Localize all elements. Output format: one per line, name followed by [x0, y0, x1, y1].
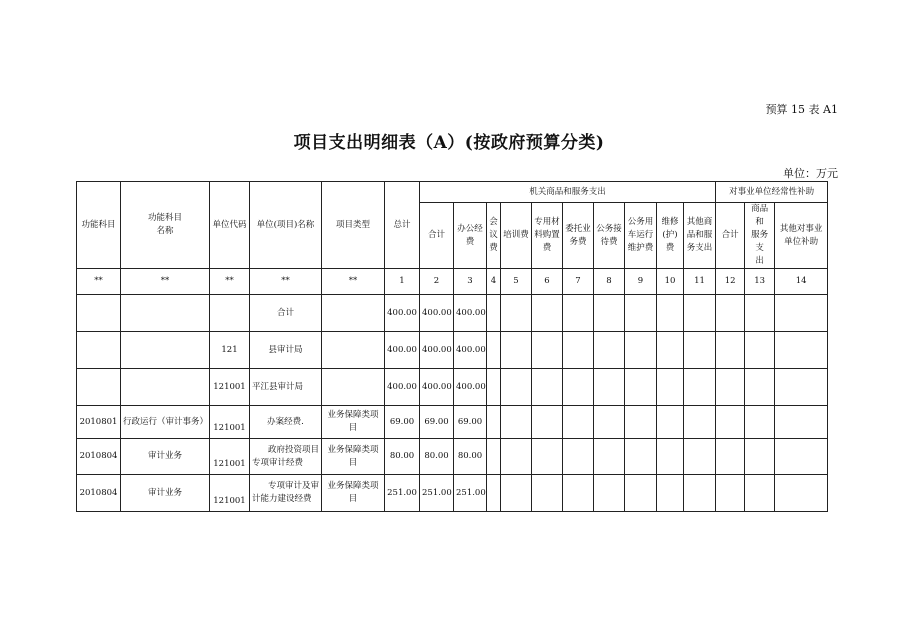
empty-cell [775, 295, 828, 332]
header-meeting-line3: 费 [489, 243, 498, 253]
header-material-line1: 专用材 [534, 217, 560, 227]
goods-total-cell: 80.00 [420, 439, 454, 475]
empty-cell [657, 406, 684, 439]
empty-cell [657, 475, 684, 512]
empty-cell [625, 369, 657, 406]
func-code-cell: 2010804 [77, 439, 121, 475]
empty-cell [657, 332, 684, 369]
index-cell: 8 [594, 269, 625, 295]
unit-name-cell: 办案经费. [250, 406, 322, 439]
goods-total-cell: 251.00 [420, 475, 454, 512]
empty-cell [594, 369, 625, 406]
func-name-cell: 审计业务 [121, 475, 210, 512]
func-code-cell [77, 369, 121, 406]
header-vehicle-line3: 维护费 [627, 243, 654, 253]
empty-cell [716, 475, 745, 512]
func-code-cell: 2010801 [77, 406, 121, 439]
empty-cell [501, 406, 532, 439]
total-cell: 69.00 [385, 406, 420, 439]
expenditure-table [76, 181, 828, 512]
unit-code-cell: 121001 [210, 439, 250, 475]
project-type-cell [322, 369, 385, 406]
empty-cell [563, 439, 594, 475]
unit-name-cell [250, 475, 322, 512]
empty-cell [625, 295, 657, 332]
empty-cell [684, 369, 716, 406]
index-cell: 5 [501, 269, 532, 295]
office-cell: 80.00 [454, 439, 487, 475]
header-training: 培训费 [501, 203, 532, 269]
empty-cell [501, 295, 532, 332]
header-office [454, 203, 487, 269]
empty-cell [657, 369, 684, 406]
header-office-line2: 费 [465, 236, 475, 247]
index-cell: 13 [745, 269, 775, 295]
index-row [77, 269, 828, 295]
empty-cell [532, 406, 563, 439]
index-cell: 6 [532, 269, 563, 295]
func-name-cell [121, 369, 210, 406]
empty-cell [501, 439, 532, 475]
empty-cell [487, 439, 501, 475]
index-cell: 10 [657, 269, 684, 295]
empty-cell [487, 332, 501, 369]
empty-cell [745, 295, 775, 332]
header-meeting-line1: 会 [489, 217, 498, 227]
index-cell: ** [121, 269, 210, 295]
index-cell: ** [210, 269, 250, 295]
header-unit-name: 单位(项目)名称 [250, 182, 322, 269]
empty-cell [594, 295, 625, 332]
index-cell: ** [322, 269, 385, 295]
empty-cell [563, 406, 594, 439]
empty-cell [716, 406, 745, 439]
header-subsidy-other-line1: 其他对事业 [779, 223, 823, 234]
unit-name-cell [250, 439, 322, 475]
empty-cell [594, 406, 625, 439]
index-cell: ** [250, 269, 322, 295]
empty-cell [487, 406, 501, 439]
empty-cell [487, 295, 501, 332]
header-entrust [563, 203, 594, 269]
empty-cell [716, 332, 745, 369]
header-subsidy-goods [745, 203, 775, 269]
total-cell: 400.00 [385, 369, 420, 406]
header-reception [594, 203, 625, 269]
empty-cell [563, 369, 594, 406]
table-row [77, 406, 828, 439]
project-type-cell: 业务保障类项目 [322, 406, 385, 439]
empty-cell [625, 439, 657, 475]
header-vehicle-line1: 公务用 [627, 217, 654, 227]
empty-cell [594, 475, 625, 512]
form-number: 预算 15 表 A1 [765, 103, 838, 116]
index-cell: 7 [563, 269, 594, 295]
header-entrust-line1: 委托业 [565, 223, 591, 234]
empty-cell [745, 332, 775, 369]
project-type-cell: 业务保障类项目 [322, 439, 385, 475]
empty-cell [745, 439, 775, 475]
total-cell: 400.00 [385, 332, 420, 369]
empty-cell [775, 475, 828, 512]
header-project-type: 项目类型 [322, 182, 385, 269]
index-cell: 3 [454, 269, 487, 295]
header-other-goods-line3: 务支出 [686, 243, 713, 253]
empty-cell [684, 295, 716, 332]
index-cell: 14 [775, 269, 828, 295]
goods-total-cell: 400.00 [420, 369, 454, 406]
header-unit-code: 单位代码 [210, 182, 250, 269]
empty-cell [745, 369, 775, 406]
header-subsidy-other [775, 203, 828, 269]
header-repair [657, 203, 684, 269]
empty-cell [501, 369, 532, 406]
header-meeting [487, 203, 501, 269]
empty-cell [745, 406, 775, 439]
func-name-cell [121, 295, 210, 332]
header-material-line3: 费 [542, 243, 552, 253]
empty-cell [657, 439, 684, 475]
table-row [77, 295, 828, 332]
header-vehicle-line2: 车运行 [627, 230, 654, 240]
func-code-cell [77, 332, 121, 369]
header-reception-line2: 待费 [600, 236, 618, 247]
header-total: 总计 [385, 182, 420, 269]
empty-cell [594, 439, 625, 475]
index-cell: 9 [625, 269, 657, 295]
empty-cell [532, 475, 563, 512]
index-cell: 12 [716, 269, 745, 295]
header-goods-total: 合计 [420, 203, 454, 269]
empty-cell [625, 475, 657, 512]
unit-code-cell: 121001 [210, 475, 250, 512]
header-other-goods [684, 203, 716, 269]
unit-name-cell: 平江县审计局 [250, 369, 322, 406]
unit-code-cell: 121001 [210, 406, 250, 439]
total-cell: 400.00 [385, 295, 420, 332]
empty-cell [487, 369, 501, 406]
empty-cell [775, 406, 828, 439]
empty-cell [563, 332, 594, 369]
header-meeting-line2: 议 [489, 230, 498, 240]
empty-cell [684, 406, 716, 439]
empty-cell [501, 332, 532, 369]
unit-name-cell: 县审计局 [250, 332, 322, 369]
header-group-subsidy: 对事业单位经常性补助 [716, 182, 828, 203]
empty-cell [532, 295, 563, 332]
empty-cell [775, 439, 828, 475]
goods-total-cell: 69.00 [420, 406, 454, 439]
header-group-goods: 机关商品和服务支出 [420, 182, 716, 203]
project-type-cell [322, 295, 385, 332]
empty-cell [716, 369, 745, 406]
empty-cell [716, 439, 745, 475]
header-repair-line2: (护)费 [662, 230, 678, 253]
unit-name-line1: 专项审计及审 [267, 481, 319, 491]
empty-cell [775, 332, 828, 369]
empty-cell [684, 475, 716, 512]
unit-name-line1: 政府投资项目 [267, 444, 319, 455]
unit-name-line2: 计能力建设经费 [252, 494, 312, 504]
func-name-cell: 行政运行（审计事务） [121, 406, 210, 439]
empty-cell [716, 295, 745, 332]
func-name-cell [121, 332, 210, 369]
empty-cell [532, 439, 563, 475]
header-other-goods-line1: 其他商 [686, 217, 713, 227]
office-cell: 69.00 [454, 406, 487, 439]
header-subsidy-goods-line2: 服务支 [751, 230, 769, 253]
header-entrust-line2: 务费 [569, 236, 587, 247]
empty-cell [657, 295, 684, 332]
office-cell: 251.00 [454, 475, 487, 512]
header-subsidy-total: 合计 [716, 203, 745, 269]
func-name-cell: 审计业务 [121, 439, 210, 475]
unit-code-cell [210, 295, 250, 332]
table-row [77, 369, 828, 406]
total-cell: 80.00 [385, 439, 420, 475]
empty-cell [563, 475, 594, 512]
empty-cell [625, 406, 657, 439]
total-cell: 251.00 [385, 475, 420, 512]
unit-label: 单位：万元 [783, 167, 838, 180]
office-cell: 400.00 [454, 332, 487, 369]
header-func-subject-name-line2: 名称 [156, 226, 174, 236]
empty-cell [625, 332, 657, 369]
empty-cell [745, 475, 775, 512]
header-reception-line1: 公务接 [596, 223, 622, 234]
empty-cell [684, 332, 716, 369]
table-row [77, 439, 828, 475]
header-subsidy-other-line2: 单位补助 [784, 236, 819, 247]
unit-code-cell: 121 [210, 332, 250, 369]
func-code-cell: 2010804 [77, 475, 121, 512]
empty-cell [487, 475, 501, 512]
func-code-cell [77, 295, 121, 332]
index-cell: 4 [487, 269, 501, 295]
empty-cell [532, 332, 563, 369]
header-func-subject-name-line1: 功能科目 [147, 213, 182, 223]
header-other-goods-line2: 品和服 [686, 230, 713, 240]
header-office-line1: 办公经 [457, 223, 483, 234]
goods-total-cell: 400.00 [420, 332, 454, 369]
empty-cell [501, 475, 532, 512]
index-cell: 2 [420, 269, 454, 295]
goods-total-cell: 400.00 [420, 295, 454, 332]
header-subsidy-goods-line1: 商品和 [751, 204, 769, 227]
empty-cell [594, 332, 625, 369]
office-cell: 400.00 [454, 295, 487, 332]
header-vehicle [625, 203, 657, 269]
index-cell: 11 [684, 269, 716, 295]
header-subsidy-goods-line3: 出 [755, 256, 764, 266]
unit-name-line2: 专项审计经费 [252, 457, 304, 468]
index-cell: ** [77, 269, 121, 295]
header-material [532, 203, 563, 269]
header-func-subject-name [121, 182, 210, 269]
header-repair-line1: 维修 [661, 217, 679, 227]
empty-cell [775, 369, 828, 406]
project-type-cell: 业务保障类项目 [322, 475, 385, 512]
unit-code-cell: 121001 [210, 369, 250, 406]
table-row [77, 475, 828, 512]
project-type-cell [322, 332, 385, 369]
empty-cell [684, 439, 716, 475]
table-row [77, 332, 828, 369]
header-material-line2: 料购置 [534, 230, 560, 240]
header-func-subject: 功能科目 [77, 182, 121, 269]
unit-name-cell: 合计 [250, 295, 322, 332]
empty-cell [532, 369, 563, 406]
office-cell: 400.00 [454, 369, 487, 406]
empty-cell [563, 295, 594, 332]
page-title: 项目支出明细表（A）(按政府预算分类) [293, 133, 605, 153]
index-cell: 1 [385, 269, 420, 295]
